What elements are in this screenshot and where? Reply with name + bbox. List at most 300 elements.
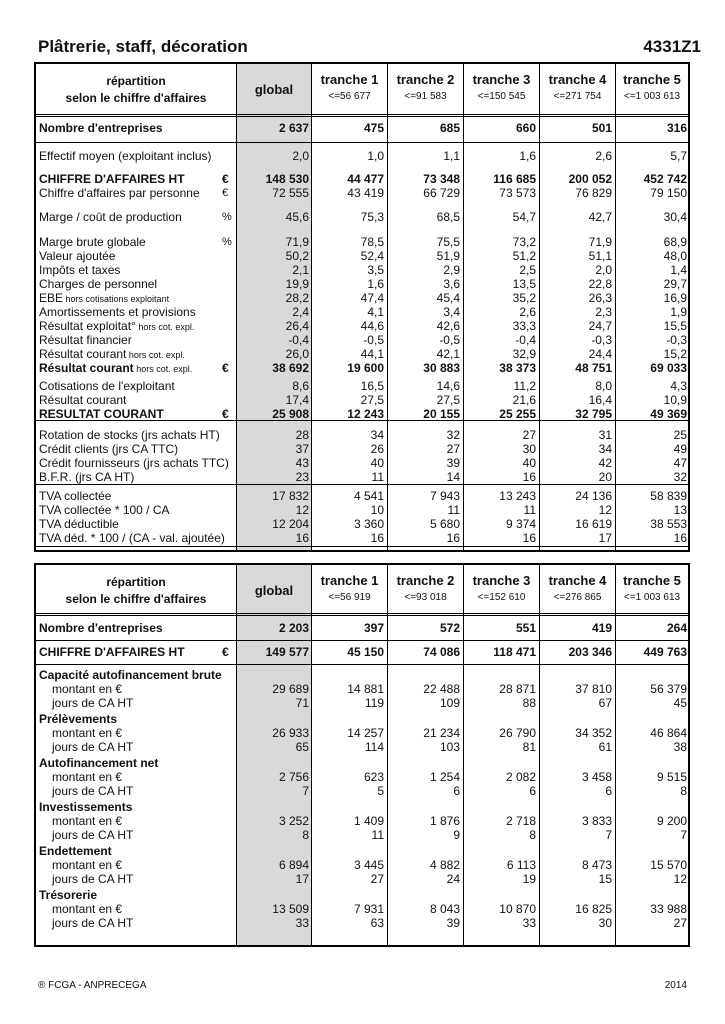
table-row <box>36 531 688 545</box>
tranche-value: 397 <box>363 621 384 635</box>
tranche-value: 116 685 <box>493 172 536 186</box>
tranche-value: 30 <box>598 916 612 930</box>
tranche-value: 501 <box>591 121 612 135</box>
row-label: Amortissements et provisions <box>39 305 196 319</box>
tranche-value: 49 369 <box>650 407 687 421</box>
tranche-value: 37 810 <box>575 682 612 696</box>
global-value: 3 252 <box>278 814 309 828</box>
tranche-value: 13,5 <box>512 277 536 291</box>
table-row <box>36 393 688 407</box>
global-value: 2,1 <box>292 263 309 277</box>
tranche-value: 16 <box>522 531 536 545</box>
table-row <box>36 210 688 224</box>
tranche-value: 2 718 <box>505 814 536 828</box>
tranche-value: 44 477 <box>347 172 384 186</box>
table-row <box>36 872 688 886</box>
global-value: 33 <box>295 916 309 930</box>
tranche-value: 68,9 <box>663 235 687 249</box>
global-value: 17 832 <box>272 489 309 503</box>
row-divider <box>36 613 688 616</box>
table-row <box>36 740 688 754</box>
tranche-value: 76 829 <box>575 186 612 200</box>
repartition-header <box>36 574 236 608</box>
table-row <box>36 645 688 659</box>
row-label-note: hors cot. expl. <box>133 364 193 374</box>
row-label: Marge / coût de production <box>39 210 182 224</box>
global-value: 12 <box>295 503 309 517</box>
tranche-value: 42,6 <box>436 319 460 333</box>
footer-copyright: ® FCGA - ANPRECEGA <box>38 980 147 991</box>
tranche-range: <=93 018 <box>404 592 447 603</box>
row-label: jours de CA HT <box>52 740 134 754</box>
global-value: 17 <box>295 872 309 886</box>
tranche-value: 11 <box>371 828 384 842</box>
tranche-value: 316 <box>666 121 687 135</box>
tranche-value: 79 150 <box>650 186 687 200</box>
tranche-value: 14,6 <box>436 379 460 393</box>
row-label: Impôts et taxes <box>39 263 121 277</box>
table-row <box>36 756 688 770</box>
row-label: montant en € <box>52 858 123 872</box>
tranche-header <box>540 565 615 603</box>
table-row <box>36 503 688 517</box>
tranche-value: 30,4 <box>663 210 687 224</box>
tranche-value: 16,5 <box>360 379 384 393</box>
tranche-value: 1,4 <box>670 263 687 277</box>
tranche-value: 16 <box>446 531 460 545</box>
tranche-value: 14 <box>446 470 460 484</box>
tranche-value: 27 <box>370 872 384 886</box>
row-label: jours de CA HT <box>52 696 134 710</box>
tranche-value: 10,9 <box>663 393 687 407</box>
row-divider <box>36 114 688 117</box>
global-value: 2 756 <box>278 770 309 784</box>
tranche-value: 47,4 <box>360 291 384 305</box>
tranche-value: 45 <box>673 696 687 710</box>
tranche-name: tranche 1 <box>320 573 379 588</box>
table-row <box>36 902 688 916</box>
tranche-value: 51,9 <box>436 249 460 263</box>
repartition-line2: selon le chiffre d'affaires <box>65 592 207 606</box>
tranche-value: 16 619 <box>575 517 612 531</box>
table-row <box>36 814 688 828</box>
tranche-value: 4 541 <box>353 489 384 503</box>
tranche-value: 27 <box>446 442 460 456</box>
tranche-value: 660 <box>515 121 536 135</box>
tranche-value: 2,6 <box>595 149 612 163</box>
row-unit: € <box>222 361 229 375</box>
tranche-value: 200 052 <box>568 172 612 186</box>
row-label: Résultat courant hors cot. expl. <box>39 347 185 361</box>
tranche-value: 31 <box>598 428 612 442</box>
tranche-value: 8 473 <box>581 858 612 872</box>
global-value: 72 555 <box>272 186 309 200</box>
row-label: Trésorerie <box>39 888 98 902</box>
global-value: 2 203 <box>278 621 309 635</box>
tranche-value: 16,4 <box>588 393 612 407</box>
row-label: Effectif moyen (exploitant inclus) <box>39 149 212 163</box>
table-row <box>36 668 688 682</box>
row-label: Résultat courant hors cot. expl. <box>39 361 193 375</box>
table-row <box>36 277 688 291</box>
tranche-value: 73,2 <box>512 235 536 249</box>
tranche-value: 25 255 <box>499 407 536 421</box>
page-code: 4331Z1 <box>643 37 701 56</box>
row-label: montant en € <box>52 682 123 696</box>
tranche-value: 26 <box>370 442 384 456</box>
row-label: jours de CA HT <box>52 916 134 930</box>
tranche-value: 1,1 <box>443 149 460 163</box>
tranche-value: -0,5 <box>363 333 384 347</box>
row-unit: € <box>222 172 229 186</box>
tranche-value: 33,3 <box>512 319 536 333</box>
global-value: 29 689 <box>272 682 309 696</box>
tranche-value: 13 243 <box>499 489 536 503</box>
row-label: Investissements <box>39 800 133 814</box>
tranche-value: 10 870 <box>499 902 536 916</box>
tranche-value: 13 <box>673 503 687 517</box>
tranche-value: 56 379 <box>650 682 687 696</box>
tranche-value: 32 <box>673 470 687 484</box>
row-label: RESULTAT COURANT <box>39 407 164 421</box>
tranche-value: 103 <box>439 740 460 754</box>
tranche-value: 11 <box>523 503 536 517</box>
row-label: Résultat financier <box>39 333 132 347</box>
tranche-value: 42 <box>598 456 612 470</box>
row-divider <box>36 142 688 143</box>
table-row <box>36 121 688 135</box>
row-label: jours de CA HT <box>52 828 134 842</box>
tranche-value: 27 <box>522 428 536 442</box>
tranche-name: tranche 5 <box>623 72 681 87</box>
tranche-value: 22,8 <box>588 277 612 291</box>
tranche-range: <=271 754 <box>553 91 602 102</box>
table-row <box>36 442 688 456</box>
tranche-value: 74 086 <box>423 645 460 659</box>
row-label: CHIFFRE D'AFFAIRES HT <box>39 172 185 186</box>
tranche-value: 16 <box>370 531 384 545</box>
table-row <box>36 858 688 872</box>
tranche-value: 1,0 <box>367 149 384 163</box>
global-value: 45,6 <box>285 210 309 224</box>
tranche-value: 2,6 <box>519 305 536 319</box>
row-label: Marge brute globale <box>39 235 146 249</box>
global-value: 13 509 <box>272 902 309 916</box>
repartition-line1: répartition <box>106 575 166 589</box>
global-value: 8 <box>302 828 309 842</box>
tranche-value: 16 <box>522 470 536 484</box>
tranche-value: 118 471 <box>493 645 536 659</box>
table-row <box>36 235 688 249</box>
table-row <box>36 844 688 858</box>
tranche-name: tranche 2 <box>396 573 455 588</box>
global-value: 149 577 <box>265 645 309 659</box>
global-value: 8,6 <box>292 379 309 393</box>
tranche-value: 15 570 <box>650 858 687 872</box>
tranche-range: <=276 865 <box>553 592 602 603</box>
tranche-header <box>388 565 463 603</box>
tranche-range: <=1 003 613 <box>623 91 681 102</box>
tranche-value: 3 445 <box>353 858 384 872</box>
row-unit: € <box>222 407 229 421</box>
tranche-value: 63 <box>370 916 384 930</box>
tranche-value: 12 243 <box>347 407 384 421</box>
table-main <box>34 62 690 552</box>
tranche-value: 27,5 <box>360 393 384 407</box>
row-label: montant en € <box>52 814 123 828</box>
tranche-value: 32,9 <box>512 347 536 361</box>
tranche-value: 88 <box>522 696 536 710</box>
tranche-value: 449 763 <box>643 645 687 659</box>
tranche-value: 38 <box>673 740 687 754</box>
table-row <box>36 319 688 333</box>
page-title: Plâtrerie, staff, décoration <box>38 37 248 56</box>
tranche-header <box>464 565 539 603</box>
tranche-name: tranche 5 <box>623 573 681 588</box>
global-header: global <box>254 82 294 97</box>
row-label: Charges de personnel <box>39 277 158 291</box>
global-value: -0,4 <box>288 333 309 347</box>
tranche-value: 572 <box>439 621 460 635</box>
tranche-range: <=150 545 <box>477 91 526 102</box>
tranche-value: 4,1 <box>367 305 384 319</box>
tranche-value: 32 795 <box>575 407 612 421</box>
tranche-value: 42,7 <box>588 210 612 224</box>
table-row <box>36 517 688 531</box>
repartition-line1: répartition <box>106 74 166 88</box>
tranche-value: 73 348 <box>423 172 460 186</box>
global-value: 28 <box>295 428 309 442</box>
tranche-header <box>388 64 463 102</box>
table-row <box>36 428 688 442</box>
global-value: 71,9 <box>285 235 309 249</box>
global-value: 25 908 <box>272 407 309 421</box>
tranche-value: 40 <box>522 456 536 470</box>
tranche-value: 75,5 <box>436 235 460 249</box>
row-unit: € <box>222 187 229 199</box>
repartition-header <box>36 73 236 107</box>
tranche-name: tranche 3 <box>472 573 531 588</box>
tranche-value: 32 <box>446 428 460 442</box>
tranche-value: 8 <box>529 828 536 842</box>
tranche-value: 67 <box>598 696 612 710</box>
tranche-value: 51,1 <box>588 249 612 263</box>
row-label: Prélèvements <box>39 712 118 726</box>
global-value: 19,9 <box>285 277 309 291</box>
tranche-value: 17 <box>598 531 612 545</box>
table-row <box>36 186 688 200</box>
tranche-header <box>464 64 539 102</box>
tranche-value: 12 <box>673 872 687 886</box>
tranche-header <box>540 64 615 102</box>
tranche-value: 14 257 <box>347 726 384 740</box>
tranche-value: 78,5 <box>360 235 384 249</box>
global-value: 16 <box>295 531 309 545</box>
tranche-value: -0,4 <box>515 333 536 347</box>
table-row <box>36 361 688 375</box>
table-row <box>36 172 688 186</box>
row-divider <box>36 664 688 665</box>
tranche-value: 26,3 <box>588 291 612 305</box>
tranche-value: 58 839 <box>650 489 687 503</box>
tranche-name: tranche 4 <box>548 573 607 588</box>
tranche-value: 33 988 <box>650 902 687 916</box>
tranche-value: 1,6 <box>519 149 536 163</box>
global-value: 6 894 <box>278 858 309 872</box>
tranche-value: 2,0 <box>595 263 612 277</box>
tranche-value: 19 600 <box>347 361 384 375</box>
table-row <box>36 263 688 277</box>
tranche-value: 42,1 <box>436 347 460 361</box>
tranche-value: -0,3 <box>591 333 612 347</box>
tranche-value: 8 <box>680 784 687 798</box>
row-label: montant en € <box>52 902 123 916</box>
tranche-value: 7 <box>680 828 687 842</box>
tranche-value: 203 346 <box>568 645 612 659</box>
table-row <box>36 770 688 784</box>
tranche-range: <=1 003 613 <box>623 592 681 603</box>
global-value: 43 <box>295 456 309 470</box>
tranche-range: <=152 610 <box>477 592 526 603</box>
table-row <box>36 407 688 421</box>
tranche-value: 3,5 <box>367 263 384 277</box>
tranche-name: tranche 2 <box>396 72 455 87</box>
tranche-name: tranche 4 <box>548 72 607 87</box>
tranche-value: -0,5 <box>439 333 460 347</box>
row-label: Capacité autofinancement brute <box>39 668 222 682</box>
tranche-value: 54,7 <box>512 210 536 224</box>
global-value: 12 204 <box>272 517 309 531</box>
tranche-value: 4 882 <box>429 858 460 872</box>
tranche-range: <=91 583 <box>404 91 447 102</box>
tranche-value: 21 234 <box>423 726 460 740</box>
row-label: EBE hors cotisations exploitant <box>39 291 170 305</box>
table-financing <box>34 563 690 947</box>
tranche-value: 69 033 <box>650 361 687 375</box>
tranche-value: 7 <box>605 828 612 842</box>
tranche-value: 9 <box>453 828 460 842</box>
tranche-value: 16 <box>673 531 687 545</box>
tranche-range: <=56 677 <box>328 91 371 102</box>
row-label: Crédit clients (jrs CA TTC) <box>39 442 179 456</box>
tranche-value: 27,5 <box>436 393 460 407</box>
row-label: Résultat exploitat° hors cot. expl. <box>39 319 195 333</box>
tranche-value: 46 864 <box>650 726 687 740</box>
tranche-value: 7 931 <box>353 902 384 916</box>
global-value: 17,4 <box>285 393 309 407</box>
row-divider <box>36 546 688 547</box>
tranche-value: -0,3 <box>666 333 687 347</box>
table-row <box>36 916 688 930</box>
tranche-header <box>616 64 688 102</box>
tranche-value: 8 043 <box>429 902 460 916</box>
row-label: Autofinancement net <box>39 756 159 770</box>
table-row <box>36 333 688 347</box>
tranche-value: 14 881 <box>347 682 384 696</box>
tranche-value: 30 883 <box>423 361 460 375</box>
table-row <box>36 305 688 319</box>
tranche-value: 33 <box>522 916 536 930</box>
row-label: Résultat courant <box>39 393 127 407</box>
tranche-value: 7 943 <box>429 489 460 503</box>
row-label: jours de CA HT <box>52 872 134 886</box>
tranche-value: 26 790 <box>499 726 536 740</box>
row-label-note: hors cot. expl. <box>126 350 185 360</box>
row-label: montant en € <box>52 726 123 740</box>
table-row <box>36 888 688 902</box>
tranche-value: 30 <box>522 442 536 456</box>
tranche-value: 20 155 <box>423 407 460 421</box>
tranche-value: 10 <box>370 503 384 517</box>
row-label: Chiffre d'affaires par personne <box>39 186 200 200</box>
global-value: 2 637 <box>278 121 309 135</box>
tranche-value: 1,6 <box>367 277 384 291</box>
tranche-value: 75,3 <box>360 210 384 224</box>
tranche-value: 3 360 <box>353 517 384 531</box>
tranche-value: 45 150 <box>347 645 384 659</box>
tranche-value: 3,6 <box>443 277 460 291</box>
tranche-value: 24,4 <box>588 347 612 361</box>
global-value: 37 <box>295 442 309 456</box>
tranche-value: 35,2 <box>512 291 536 305</box>
tranche-value: 48 751 <box>575 361 612 375</box>
tranche-value: 623 <box>363 770 384 784</box>
tranche-value: 29,7 <box>663 277 687 291</box>
table-row <box>36 347 688 361</box>
tranche-value: 6 <box>529 784 536 798</box>
tranche-header <box>312 565 387 603</box>
row-divider <box>36 484 688 485</box>
table-row <box>36 682 688 696</box>
tranche-value: 44,6 <box>360 319 384 333</box>
row-label: TVA collectée * 100 / CA <box>39 503 170 517</box>
tranche-value: 2,3 <box>595 305 612 319</box>
table-row <box>36 726 688 740</box>
table-row <box>36 800 688 814</box>
tranche-value: 6 113 <box>506 858 536 872</box>
repartition-line2: selon le chiffre d'affaires <box>65 91 207 105</box>
tranche-value: 5 680 <box>429 517 460 531</box>
row-label: Valeur ajoutée <box>39 249 116 263</box>
tranche-value: 24,7 <box>588 319 612 333</box>
global-value: 148 530 <box>265 172 309 186</box>
tranche-value: 73 573 <box>499 186 536 200</box>
tranche-value: 34 <box>598 442 612 456</box>
row-unit: % <box>222 211 232 223</box>
row-label: CHIFFRE D'AFFAIRES HT <box>39 645 185 659</box>
tranche-value: 49 <box>673 442 687 456</box>
tranche-value: 25 <box>673 428 687 442</box>
tranche-value: 109 <box>439 696 460 710</box>
tranche-value: 8,0 <box>595 379 612 393</box>
global-value: 7 <box>302 784 309 798</box>
tranche-value: 6 <box>605 784 612 798</box>
tranche-value: 12 <box>598 503 612 517</box>
global-value: 28,2 <box>285 291 309 305</box>
tranche-value: 452 742 <box>643 172 687 186</box>
tranche-value: 15 <box>598 872 612 886</box>
tranche-value: 68,5 <box>436 210 460 224</box>
table-row <box>36 712 688 726</box>
tranche-value: 2,9 <box>443 263 460 277</box>
tranche-value: 15,5 <box>663 319 687 333</box>
tranche-value: 3 833 <box>581 814 612 828</box>
table-row <box>36 149 688 163</box>
tranche-value: 24 136 <box>575 489 612 503</box>
tranche-range: <=56 919 <box>328 592 371 603</box>
global-value: 38 692 <box>272 361 309 375</box>
row-label: TVA déductible <box>39 517 119 531</box>
